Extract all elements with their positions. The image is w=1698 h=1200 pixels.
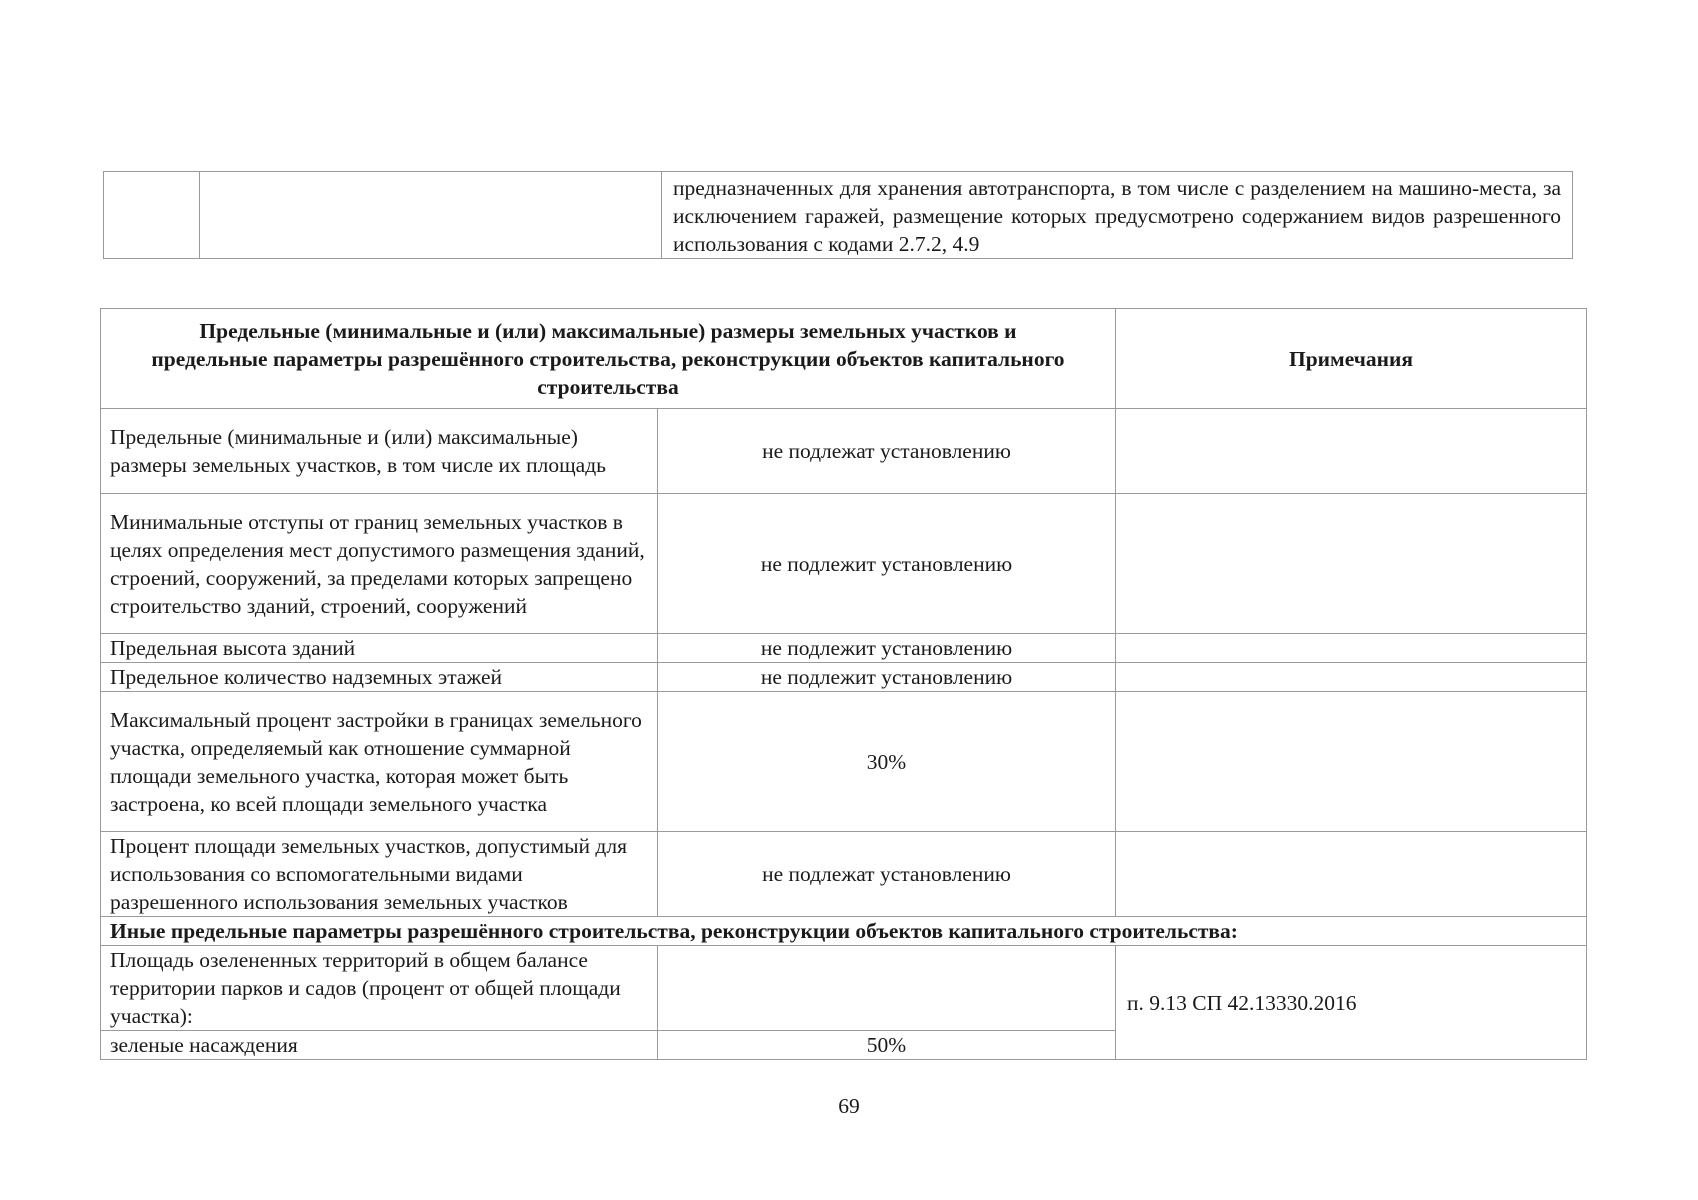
row-note bbox=[1116, 409, 1587, 494]
continuation-cell-name bbox=[200, 172, 662, 259]
table-row bbox=[101, 409, 1587, 494]
row-value: не подлежат установлению bbox=[658, 409, 1116, 494]
table-row bbox=[101, 946, 1587, 1031]
table-row bbox=[101, 494, 1587, 634]
row-note bbox=[1116, 634, 1587, 663]
row-label: Площадь озелененных территорий в общем балансе территории парков и садов (процент от общей площади участка): bbox=[101, 946, 658, 1031]
continuation-cell-description: предназначенных для хранения автотранспорта, в том числе с разделением на машино-места, за исключением гаражей, размещение которых предусмотрено содержанием видов разрешенного использования с кодами 2.7.2, 4.9 bbox=[662, 172, 1573, 259]
continuation-row bbox=[104, 172, 1573, 259]
row-label: зеленые насаждения bbox=[101, 1031, 658, 1060]
table-row bbox=[101, 634, 1587, 663]
row-note bbox=[1116, 494, 1587, 634]
row-label: Предельное количество надземных этажей bbox=[101, 663, 658, 692]
row-value: 30% bbox=[658, 692, 1116, 832]
row-value: не подлежит установлению bbox=[658, 663, 1116, 692]
continuation-cell-number bbox=[104, 172, 200, 259]
table-row bbox=[101, 663, 1587, 692]
row-note bbox=[1116, 692, 1587, 832]
section-title: Иные предельные параметры разрешённого строительства, реконструкции объектов капитального строительства: bbox=[101, 917, 1587, 946]
header-row bbox=[101, 309, 1587, 409]
row-label: Максимальный процент застройки в границах земельного участка, определяемый как отношение суммарной площади земельного участка, которая может быть застроена, ко всей площади земельного участка bbox=[101, 692, 658, 832]
page-number: 69 bbox=[838, 1094, 860, 1118]
row-label: Минимальные отступы от границ земельных участков в целях определения мест допустимого размещения зданий, строений, сооружений, за пределами которых запрещено строительство зданий, строений, сооружений bbox=[101, 494, 658, 634]
row-label: Процент площади земельных участков, допустимый для использования со вспомогательными видами разрешенного использования земельных участков bbox=[101, 832, 658, 917]
row-label: Предельная высота зданий bbox=[101, 634, 658, 663]
continuation-table bbox=[103, 171, 1573, 259]
header-notes: Примечания bbox=[1116, 309, 1587, 409]
row-note bbox=[1116, 832, 1587, 917]
row-note bbox=[1116, 663, 1587, 692]
parameters-table bbox=[100, 308, 1587, 1060]
row-value bbox=[658, 946, 1116, 1031]
row-value: 50% bbox=[658, 1031, 1116, 1060]
row-value: не подлежит установлению bbox=[658, 494, 1116, 634]
row-value: не подлежит установлению bbox=[658, 634, 1116, 663]
table-row bbox=[101, 832, 1587, 917]
row-label: Предельные (минимальные и (или) максимальные) размеры земельных участков, в том числе их площадь bbox=[101, 409, 658, 494]
section-row bbox=[101, 917, 1587, 946]
row-note-reference: п. 9.13 СП 42.13330.2016 bbox=[1116, 946, 1587, 1060]
row-value: не подлежат установлению bbox=[658, 832, 1116, 917]
header-parameters: Предельные (минимальные и (или) максимальные) размеры земельных участков и предельные параметры разрешённого строительства, реконструкции объектов капитального строительства bbox=[101, 309, 1116, 409]
table-row bbox=[101, 692, 1587, 832]
